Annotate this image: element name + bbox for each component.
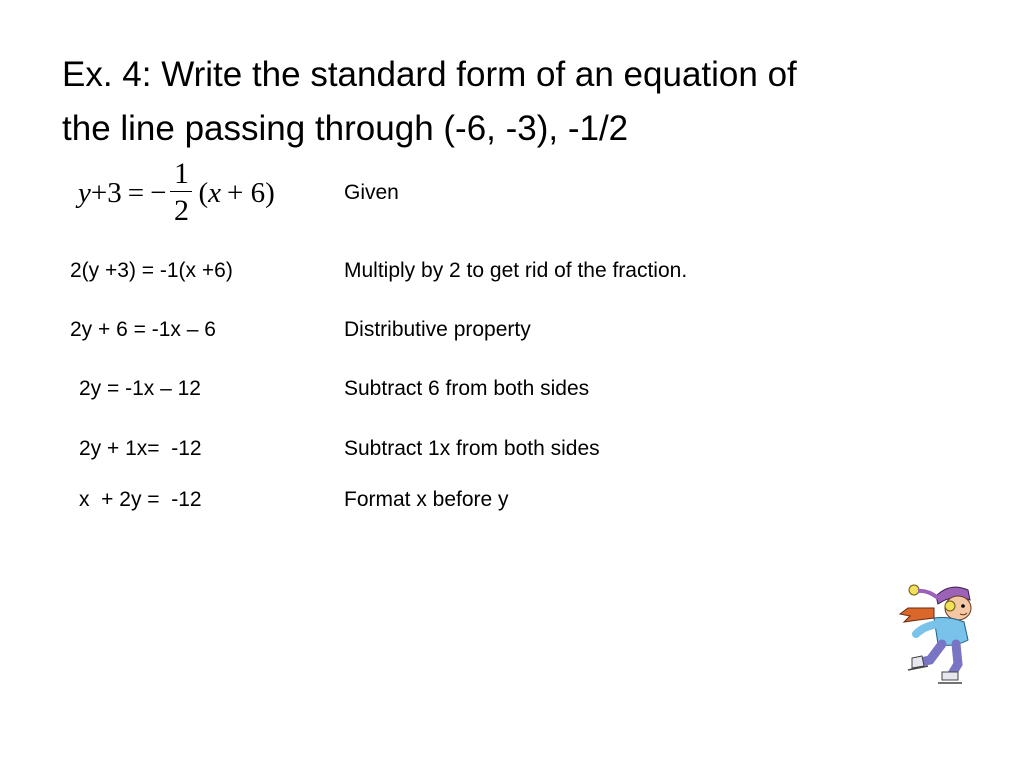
ice-skater-clipart-icon: [894, 578, 984, 686]
step-reason-4: Subtract 1x from both sides: [344, 437, 600, 460]
given-equals-sign: =: [127, 176, 145, 209]
step-equation-3: 2y = -1x – 12: [79, 377, 201, 400]
title-line-2: the line passing through (-6, -3), -1/2: [62, 109, 629, 148]
step-reason-2: Distributive property: [344, 318, 531, 341]
title-line-1: Ex. 4: Write the standard form of an equation of: [62, 55, 797, 94]
fraction-numerator: 1: [173, 156, 189, 190]
step-reason-1: Multiply by 2 to get rid of the fraction.: [344, 259, 688, 282]
given-open-paren: (: [198, 176, 209, 209]
step-equation-1: 2(y +3) = -1(x +6): [70, 259, 233, 282]
given-x-variable: x: [208, 176, 221, 209]
given-fraction: [170, 157, 192, 230]
given-reason: Given: [344, 181, 399, 204]
step-equation-2: 2y + 6 = -1x – 6: [70, 318, 216, 341]
step-reason-3: Subtract 6 from both sides: [344, 377, 590, 400]
given-plus-six: + 6): [227, 176, 275, 209]
step-equation-5: x + 2y = -12: [79, 488, 202, 511]
fraction-denominator: 2: [173, 193, 189, 227]
step-equation-4: 2y + 1x= -12: [79, 437, 202, 460]
step-reason-5: Format x before y: [344, 488, 509, 511]
given-equation: [78, 152, 275, 234]
given-lhs-constant: +3: [90, 176, 122, 209]
given-y-variable: y: [78, 176, 91, 209]
slide-title: [62, 48, 962, 156]
given-minus-sign: −: [150, 176, 167, 209]
